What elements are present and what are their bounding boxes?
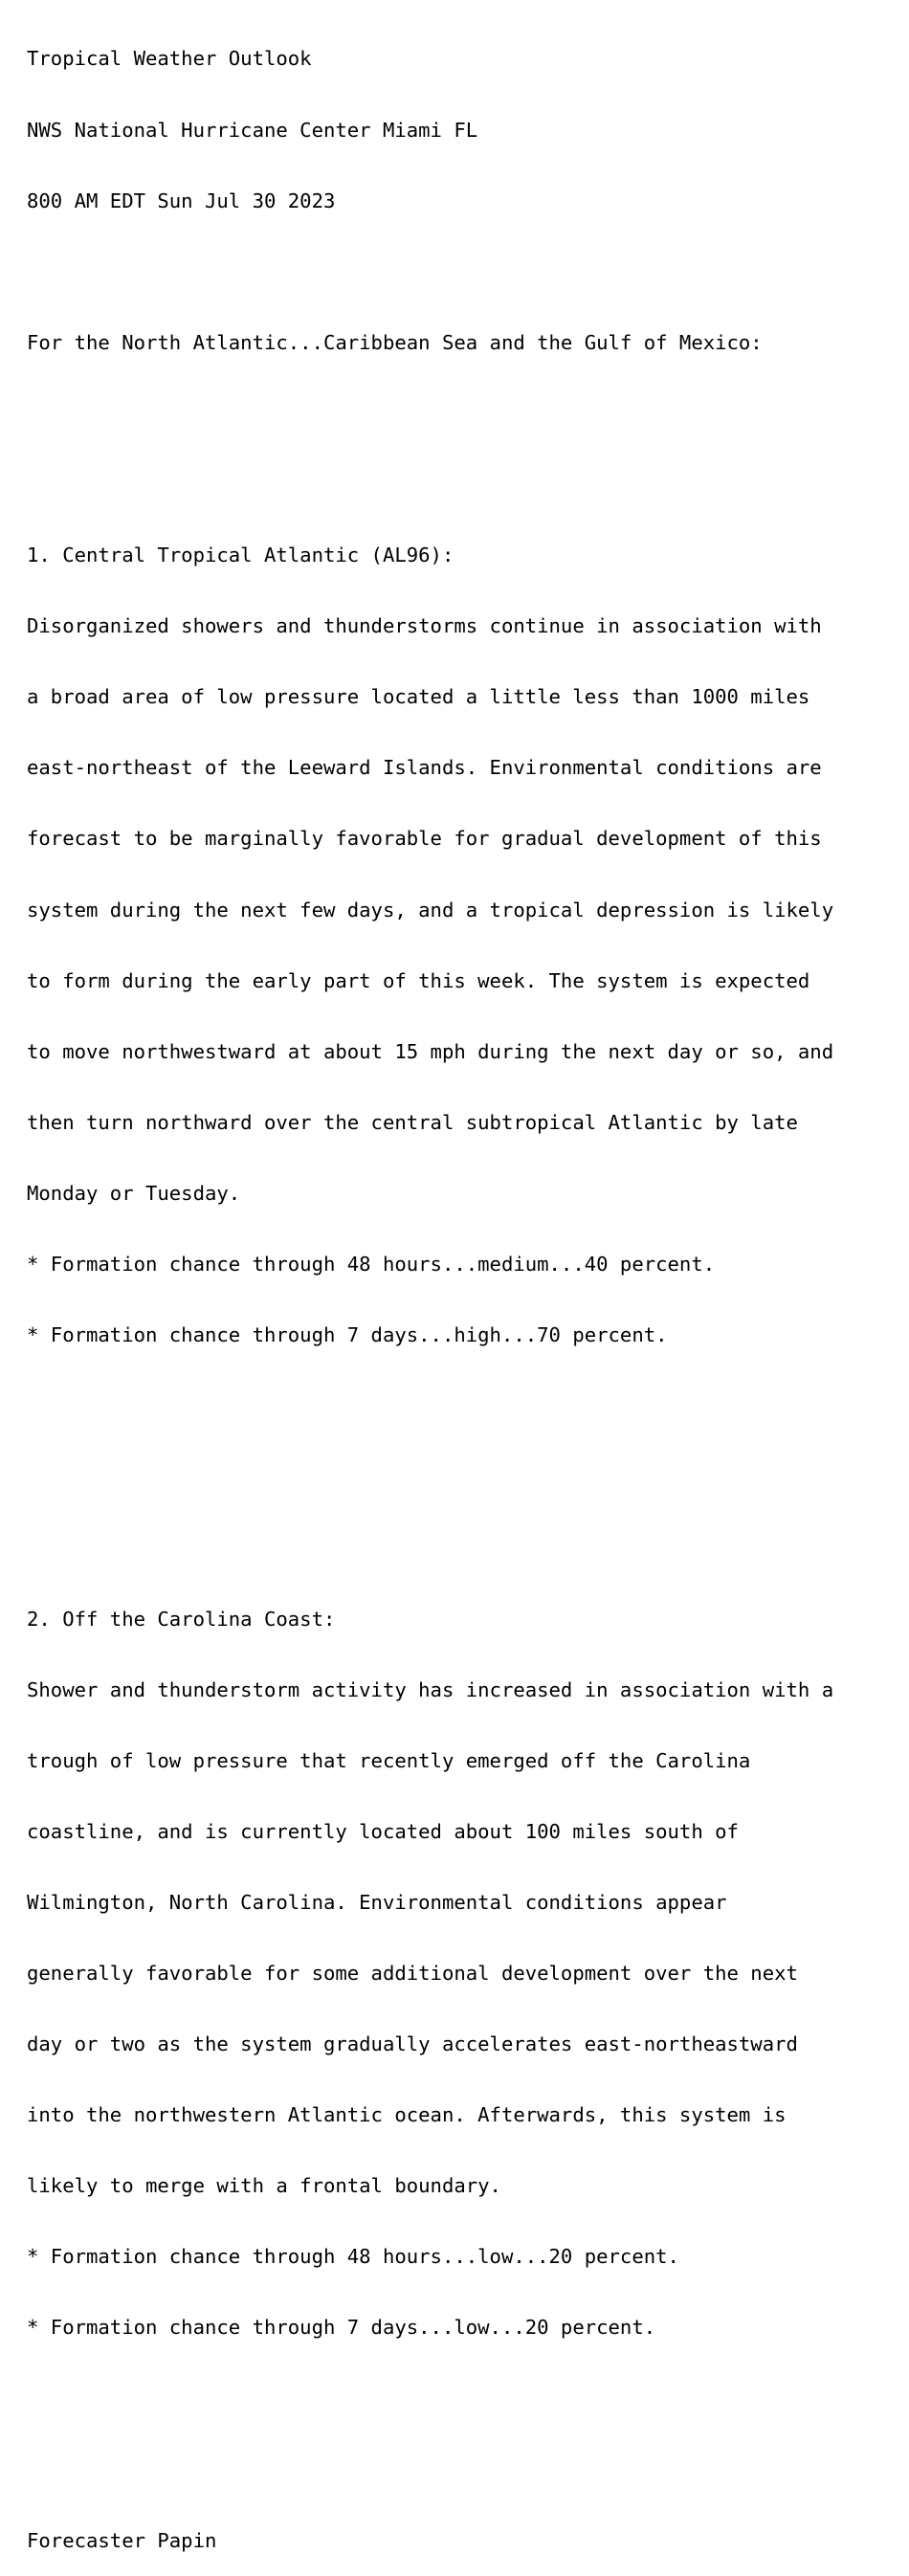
blank-line [27,2458,902,2482]
region-statement: For the North Atlantic...Caribbean Sea and the Gulf of Mexico: [27,330,763,354]
discussion-line: system during the next few days, and a tropical depression is likely [27,898,834,922]
system-2-section [27,1560,902,2387]
formation-chance-48h: * Formation chance through 48 hours...medium...40 percent. [27,1253,716,1277]
discussion-line: day or two as the system gradually accelerates east-northeastward [27,2032,798,2056]
system-heading: 1. Central Tropical Atlantic (AL96): [27,544,454,567]
blank-line [27,402,902,426]
outlook-document [27,0,902,2576]
blank-line [27,260,902,284]
discussion-line: to form during the early part of this week. The system is expected [27,968,810,992]
system-heading: 2. Off the Carolina Coast: [27,1607,336,1631]
discussion-line: generally favorable for some additional development over the next [27,1961,798,1985]
outlook-title: Tropical Weather Outlook [27,47,312,71]
discussion-line: Shower and thunderstorm activity has increased in association with a [27,1677,834,1701]
discussion-line: Disorganized showers and thunderstorms continue in association with [27,614,822,638]
blank-line [27,1465,902,1489]
discussion-line: Monday or Tuesday. [27,1181,241,1205]
discussion-line: forecast to be marginally favorable for gradual development of this [27,827,822,851]
formation-chance-48h: * Formation chance through 48 hours...low...20 percent. [27,2245,679,2269]
formation-chance-7d: * Formation chance through 7 days...low...20 percent. [27,2316,656,2340]
discussion-line: to move northwestward at about 15 mph during the next day or so, and [27,1039,834,1063]
forecaster-signature: Forecaster Papin [27,2528,217,2552]
discussion-line: east-northeast of the Leeward Islands. Environmental conditions are [27,756,822,780]
system-1-section [27,497,902,1395]
discussion-line: into the northwestern Atlantic ocean. Afterwards, this system is [27,2103,787,2127]
discussion-line: coastline, and is currently located about 100 miles south of [27,1819,739,1843]
formation-chance-7d: * Formation chance through 7 days...high...70 percent. [27,1323,668,1347]
issue-time: 800 AM EDT Sun Jul 30 2023 [27,189,336,212]
discussion-line: Wilmington, North Carolina. Environmental conditions appear [27,1890,727,1914]
discussion-line: then turn northward over the central subtropical Atlantic by late [27,1110,798,1134]
discussion-line: trough of low pressure that recently emerged off the Carolina [27,1748,751,1772]
discussion-line: a broad area of low pressure located a little less than 1000 miles [27,685,810,709]
issuing-office: NWS National Hurricane Center Miami FL [27,118,478,142]
discussion-line: likely to merge with a frontal boundary. [27,2174,501,2198]
